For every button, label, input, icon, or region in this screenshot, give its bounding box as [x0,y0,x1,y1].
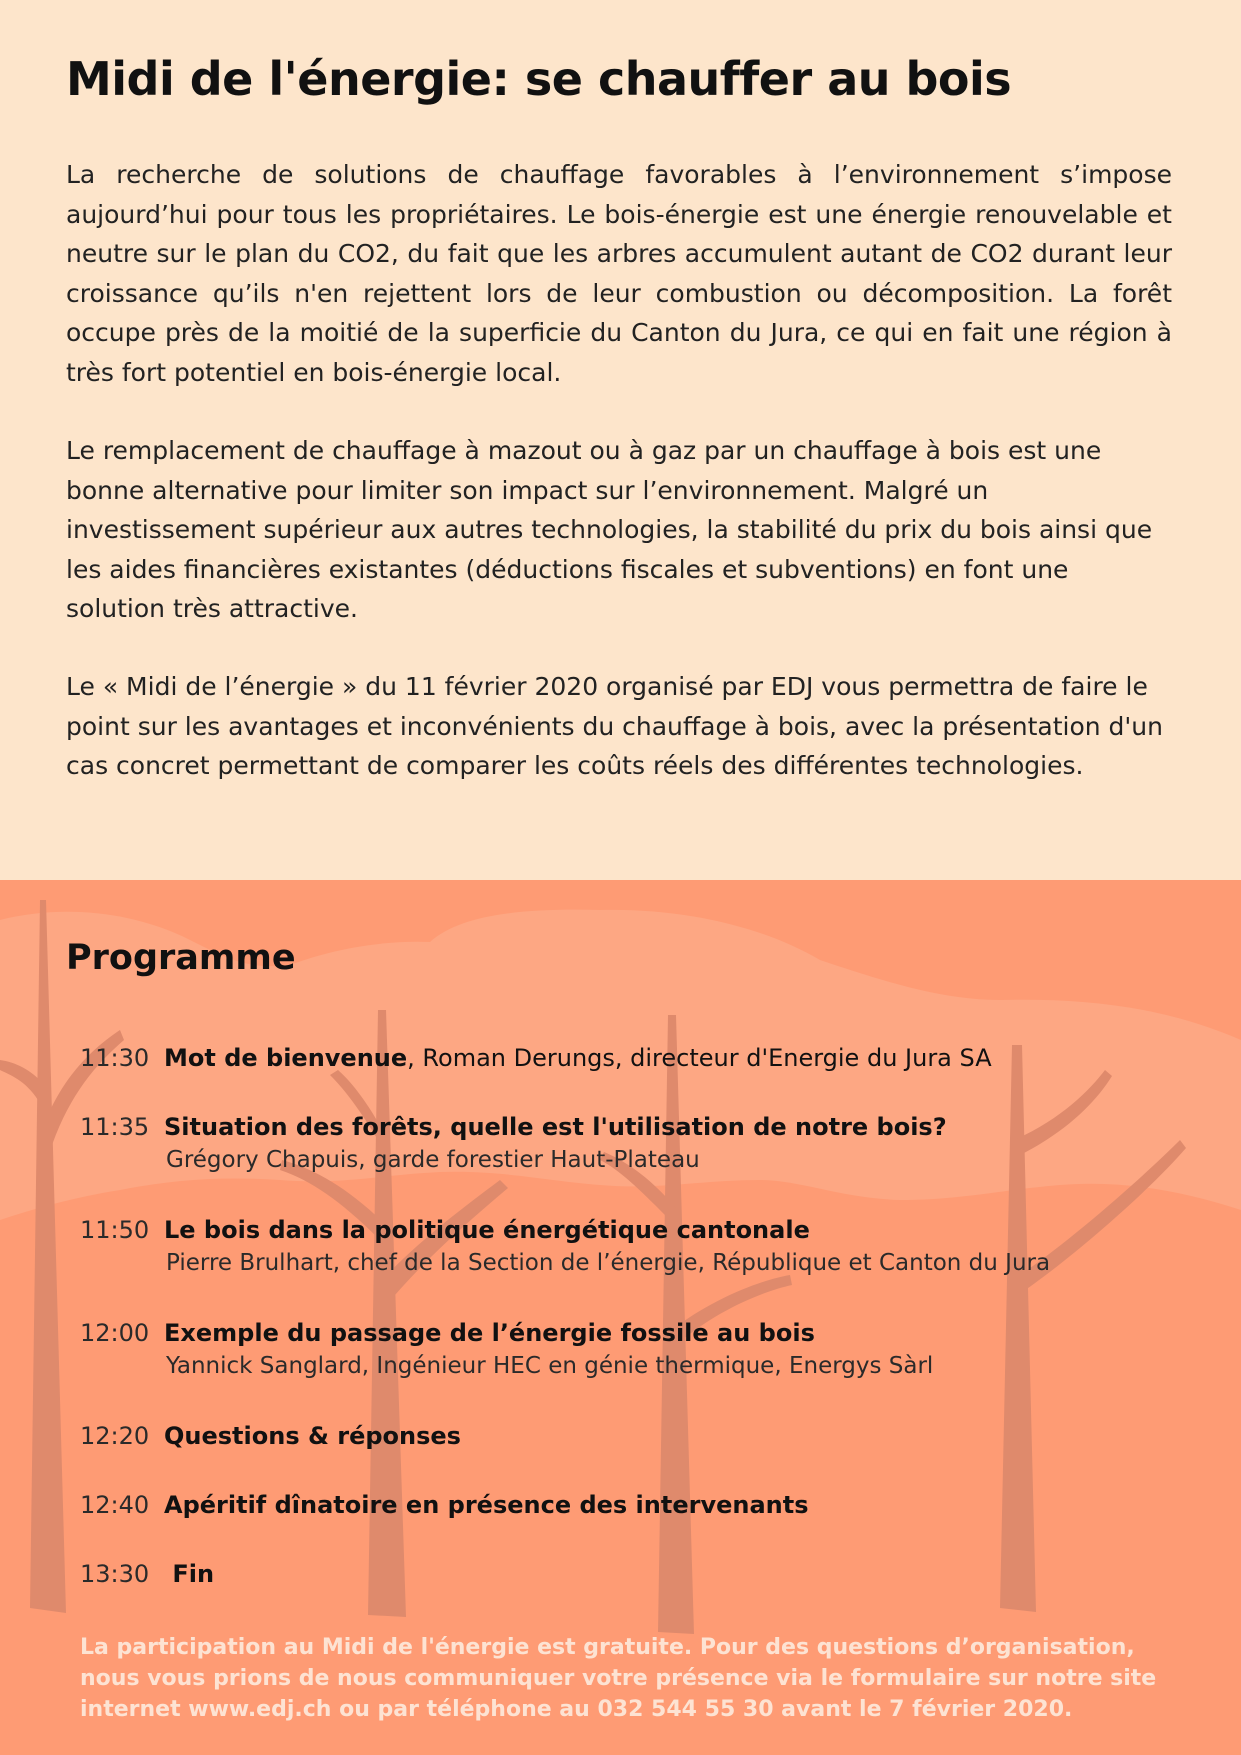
programme-item-title [164,1491,809,1519]
page-title: Midi de l'énergie: se chauffer au bois [66,52,1012,106]
programme-item-inline: , Roman Derungs, directeur d'Energie du Jura SA [407,1044,992,1072]
programme-item-title [164,1216,810,1244]
participation-note: La participation au Midi de l'énergie est gratuite. Pour des questions d’organisation, nous vous prions de nous communiquer votre présence via le formulaire sur notre site internet www.edj.ch ou par téléphone au 032 544 55 30 avant le 7 février 2020. [80,1635,1157,1722]
programme-speaker: Pierre Brulhart, chef de la Section de l’énergie, République et Canton du Jura [166,1250,1051,1276]
programme-item-title [164,1113,947,1141]
programme-speaker: Yannick Sanglard, Ingénieur HEC en génie thermique, Energys Sàrl [166,1353,934,1379]
programme-time: 11:30 [80,1044,150,1072]
programme-item-heading: Questions & réponses [164,1422,461,1450]
programme-time: 11:35 [80,1113,150,1141]
forest-illustration [0,880,1241,1755]
programme-section [0,880,1241,1755]
intro-paragraph-3: Le « Midi de l’énergie » du 11 février 2020 organisé par EDJ vous permettra de faire le point sur les avantages et inconvénients du chauffage à bois, avec la présentation d'un cas concret permettant de comparer les coûts réels des différentes technologies. [66,672,1163,780]
intro-paragraph-1: La recherche de solutions de chauffage favorables à l’environnement s’impose aujourd’hui pour tous les propriétaires. Le bois-énergie est une énergie renouvelable et neutre sur le plan du CO2, du fait que les arbres accumulent autant de CO2 durant leur croissance qu’ils n'en rejettent lors de leur combustion ou décomposition. La forêt occupe près de la moitié de la superficie du Canton du Jura, ce qui en fait une région à très fort potentiel en bois-énergie local. [66,160,1172,387]
programme-item-heading: Le bois dans la politique énergétique cantonale [164,1216,810,1244]
programme-item-heading: Exemple du passage de l’énergie fossile au bois [164,1319,815,1347]
programme-time: 12:20 [80,1422,150,1450]
programme-item-title [164,1560,214,1588]
programme-item-heading: Situation des forêts, quelle est l'utilisation de notre bois? [164,1113,947,1141]
programme-item-title [164,1044,992,1072]
programme-time: 12:40 [80,1491,150,1519]
programme-item-title [164,1422,461,1450]
programme-time: 13:30 [80,1560,150,1588]
programme-item-heading: Apéritif dînatoire en présence des intervenants [164,1491,809,1519]
programme-title: Programme [66,938,296,978]
programme-time: 11:50 [80,1216,150,1244]
programme-item-heading: Fin [164,1560,215,1588]
intro-paragraph-2: Le remplacement de chauffage à mazout ou à gaz par un chauffage à bois est une bonne alternative pour limiter son impact sur l’environnement. Malgré un investissement supérieur aux autres technologies, la stabilité du prix du bois ainsi que les aides financières existantes (déductions fiscales et subventions) en font une solution très attractive. [66,436,1153,623]
programme-item-heading: Mot de bienvenue [164,1044,408,1072]
programme-speaker: Grégory Chapuis, garde forestier Haut-Plateau [166,1147,700,1173]
programme-time: 12:00 [80,1319,150,1347]
programme-item-title [164,1319,815,1347]
